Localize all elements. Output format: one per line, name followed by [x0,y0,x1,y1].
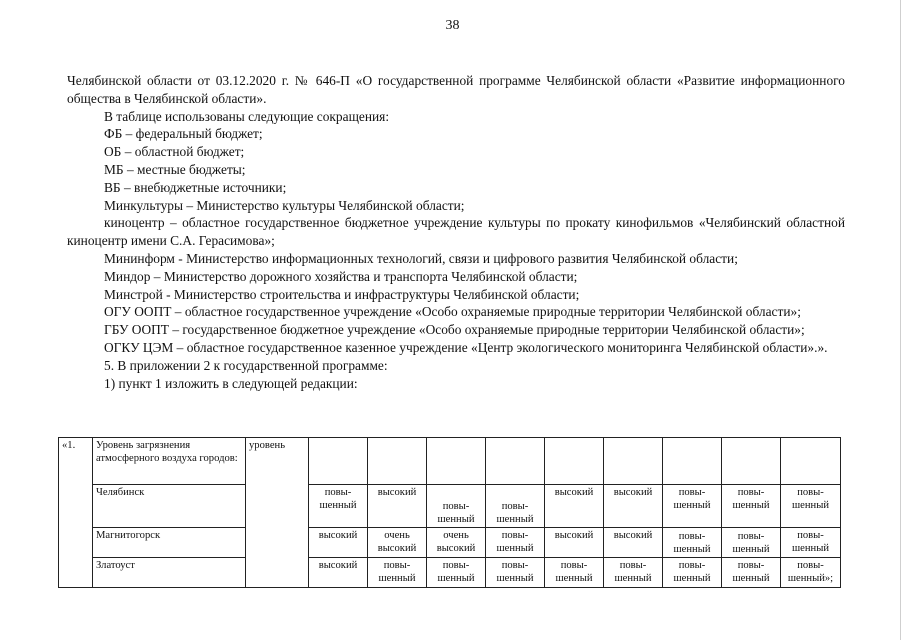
city-cell: Челябинск [93,485,246,528]
value-cell: повы-шенный [722,558,781,588]
appendix-table [58,437,841,588]
table-row [59,558,841,588]
value-cell: высокий [545,528,604,558]
abbreviation-minstroy: Минстрой - Министерство строительства и инфраструктуры Челябинской области; [104,286,580,302]
value-cell: повы-шенный»; [781,558,841,588]
paragraph-abbreviations-intro: В таблице использованы следующие сокращения: [104,108,390,124]
value-cell: высокий [545,485,604,528]
value-cell: повы-шенный [486,528,545,558]
abbreviation-ogku-cem: ОГКУ ЦЭМ – областное государственное казенное учреждение «Центр экологического мониторинга Челябинской области».». [104,339,828,355]
value-cell: высокий [368,485,427,528]
empty-cell [545,438,604,485]
table-header-row [59,438,841,485]
indicator-name-cell: Уровень загрязнения атмосферного воздуха городов: [93,438,246,485]
value-cell: очень высокий [368,528,427,558]
city-cell: Златоуст [93,558,246,588]
empty-cell [781,438,841,485]
value-cell: повы-шенный [722,528,781,558]
abbreviation-gbu-oopt: ГБУ ООПТ – государственное бюджетное учреждение «Особо охраняемые природные территории Челябинской области»; [104,322,805,338]
abbreviation-vb: ВБ – внебюджетные источники; [104,179,287,195]
table-row [59,485,841,528]
value-cell: повы-шенный [427,485,486,528]
value-cell: повы-шенный [663,485,722,528]
value-cell: очень высокий [427,528,486,558]
value-cell: повы-шенный [486,485,545,528]
city-cell: Магнитогорск [93,528,246,558]
abbreviation-mininform: Мининформ - Министерство информационных технологий, связи и цифрового развития Челябинской области; [104,250,738,266]
abbreviation-ogu-oopt: ОГУ ООПТ – областное государственное учреждение «Особо охраняемые природные территории Челябинской области»; [104,304,801,320]
value-cell: высокий [309,528,368,558]
value-cell: повы-шенный [663,558,722,588]
abbreviation-mindor: Миндор – Министерство дорожного хозяйства и транспорта Челябинской области; [104,268,578,284]
value-cell: повы-шенный [486,558,545,588]
empty-cell [663,438,722,485]
value-cell: повы-шенный [722,485,781,528]
abbreviation-mb: МБ – местные бюджеты; [104,161,246,177]
paragraph-resolution-reference: Челябинской области от 03.12.2020 г. № 646-П «О государственной программе Челябинской области «Развитие информационного общества в Челябинской области». [67,73,845,106]
value-cell: повы-шенный [309,485,368,528]
abbreviation-kinocentr: киноцентр – областное государственное бюджетное учреждение культуры по прокату кинофильмов «Челябинский областной киноцентр имени С.А. Герасимова»; [67,215,845,249]
value-cell: повы-шенный [427,558,486,588]
page-number: 38 [445,18,460,33]
empty-cell [604,438,663,485]
value-cell: повы-шенный [368,558,427,588]
value-cell: повы-шенный [545,558,604,588]
empty-cell [368,438,427,485]
unit-cell: уровень [246,438,309,588]
page-edge-line [900,0,901,640]
value-cell: высокий [604,528,663,558]
paragraph-appendix-2: 5. В приложении 2 к государственной программе: [104,357,388,373]
document-body [67,72,845,392]
empty-cell [722,438,781,485]
item-number-cell: «1. [59,438,93,588]
value-cell: высокий [309,558,368,588]
value-cell: повы-шенный [781,528,841,558]
table-row [59,528,841,558]
abbreviation-fb: ФБ – федеральный бюджет; [104,126,263,142]
paragraph-point-1: 1) пункт 1 изложить в следующей редакции: [104,375,358,391]
value-cell: повы-шенный [663,528,722,558]
value-cell: высокий [604,485,663,528]
empty-cell [486,438,545,485]
value-cell: повы-шенный [781,485,841,528]
empty-cell [309,438,368,485]
empty-cell [427,438,486,485]
value-cell: повы-шенный [604,558,663,588]
abbreviation-minkultury: Минкультуры – Министерство культуры Челябинской области; [104,197,465,213]
abbreviation-ob: ОБ – областной бюджет; [104,144,245,160]
